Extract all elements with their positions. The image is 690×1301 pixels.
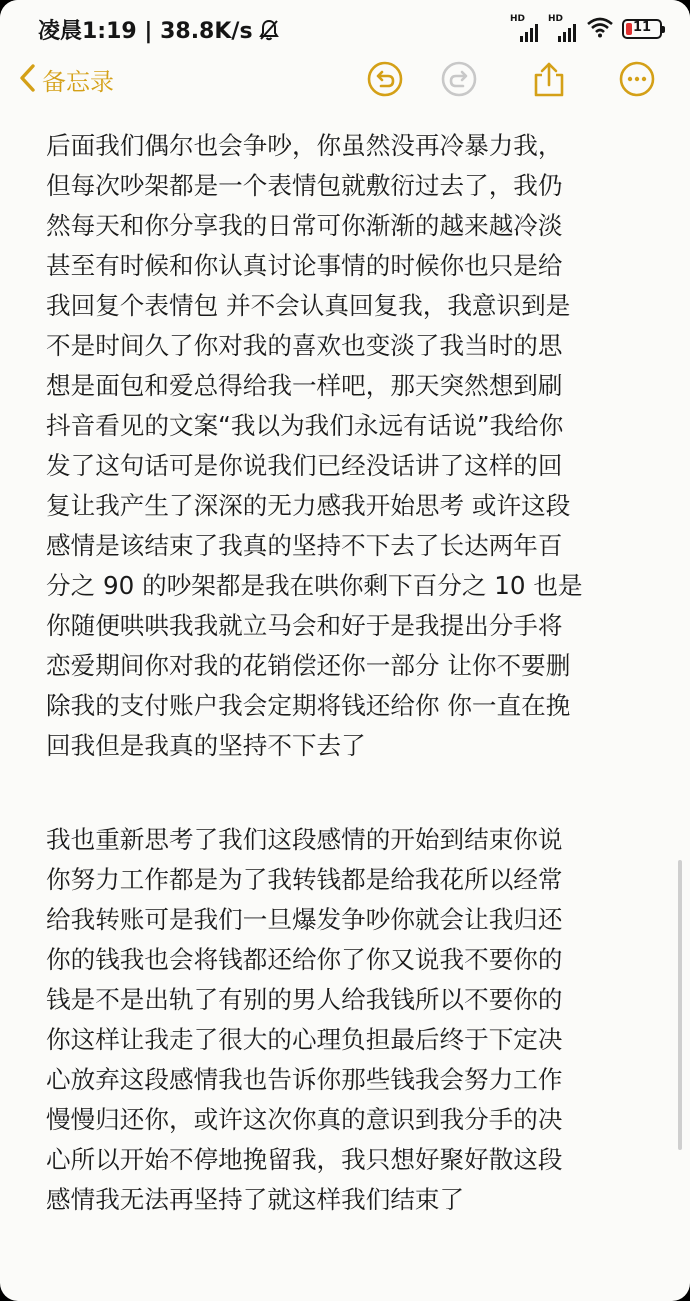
note-paragraph-2 — [46, 820, 646, 1220]
note-line: 你随便哄哄我我就立马会和好于是我提出分手将 — [46, 611, 563, 640]
note-line: 你的钱我也会将钱都还给你了你又说我不要你的 — [46, 945, 563, 974]
note-line: 慢慢归还你，或许这次你真的意识到我分手的决 — [46, 1105, 563, 1134]
note-line: 后面我们偶尔也会争吵，你虽然没再冷暴力我， — [46, 131, 563, 160]
note-line: 钱是不是出轨了有别的男人给我钱所以不要你的 — [46, 985, 563, 1014]
note-paragraph-1 — [46, 126, 646, 766]
note-line: 心放弃这段感情我也告诉你那些钱我会努力工作 — [46, 1065, 563, 1094]
note-line: 我回复个表情包 并不会认真回复我，我意识到是 — [46, 291, 571, 320]
status-right — [510, 14, 662, 44]
note-toolbar — [0, 56, 690, 106]
note-line: 你努力工作都是为了我转钱都是给我花所以经常 — [46, 865, 563, 894]
note-line: 甚至有时候和你认真讨论事情的时候你也只是给 — [46, 251, 563, 280]
note-line: 然每天和你分享我的日常可你渐渐的越来越冷淡 — [46, 211, 563, 240]
note-line: 抖音看见的文案“我以为我们永远有话说”我给你 — [46, 411, 564, 440]
signal-icon-1 — [510, 16, 540, 42]
note-line: 发了这句话可是你说我们已经没话讲了这样的回 — [46, 451, 563, 480]
note-line: 除我的支付账户我会定期将钱还给你 你一直在挽 — [46, 691, 571, 720]
note-line: 恋爱期间你对我的花销偿还你一部分 让你不要删 — [46, 651, 571, 680]
status-bar — [0, 0, 690, 56]
note-line: 回我但是我真的坚持不下去了 — [46, 731, 366, 760]
note-line: 给我转账可是我们一旦爆发争吵你就会让我归还 — [46, 905, 563, 934]
paragraph-gap — [46, 766, 646, 820]
undo-icon[interactable] — [366, 60, 404, 98]
network-type-2: HD — [548, 14, 564, 24]
back-label: 备忘录 — [42, 68, 114, 96]
signal-icon-2 — [548, 16, 578, 42]
chevron-left-icon — [18, 63, 36, 97]
note-line: 感情是该结束了我真的坚持不下去了长达两年百 — [46, 531, 563, 560]
redo-icon[interactable] — [440, 60, 478, 98]
battery-icon — [622, 19, 662, 39]
battery-level: 11 — [632, 20, 652, 35]
note-line: 但每次吵架都是一个表情包就敷衍过去了，我仍 — [46, 171, 563, 200]
note-line: 感情我无法再坚持了就这样我们结束了 — [46, 1185, 465, 1214]
note-line: 复让我产生了深深的无力感我开始思考 或许这段 — [46, 491, 571, 520]
status-time-speed: 凌晨1:19 | 38.8K/s — [38, 19, 253, 44]
note-line: 分之 90 的吵架都是我在哄你剩下百分之 10 也是 — [46, 571, 583, 600]
note-line: 想是面包和爱总得给我一样吧，那天突然想到刷 — [46, 371, 563, 400]
network-type-1: HD — [510, 14, 526, 24]
more-options-icon[interactable] — [618, 60, 656, 98]
note-line: 我也重新思考了我们这段感情的开始到结束你说 — [46, 825, 563, 854]
note-line: 你这样让我走了很大的心理负担最后终于下定决 — [46, 1025, 563, 1054]
scrollbar[interactable] — [678, 860, 682, 1150]
note-line: 不是时间久了你对我的喜欢也变淡了我当时的思 — [46, 331, 563, 360]
share-icon[interactable] — [530, 60, 568, 98]
bell-muted-icon — [259, 19, 279, 47]
note-line: 心所以开始不停地挽留我，我只想好聚好散这段 — [46, 1145, 563, 1174]
status-left — [38, 14, 279, 47]
wifi-icon — [586, 16, 614, 42]
back-button[interactable] — [18, 62, 114, 97]
note-body[interactable] — [46, 126, 646, 1220]
